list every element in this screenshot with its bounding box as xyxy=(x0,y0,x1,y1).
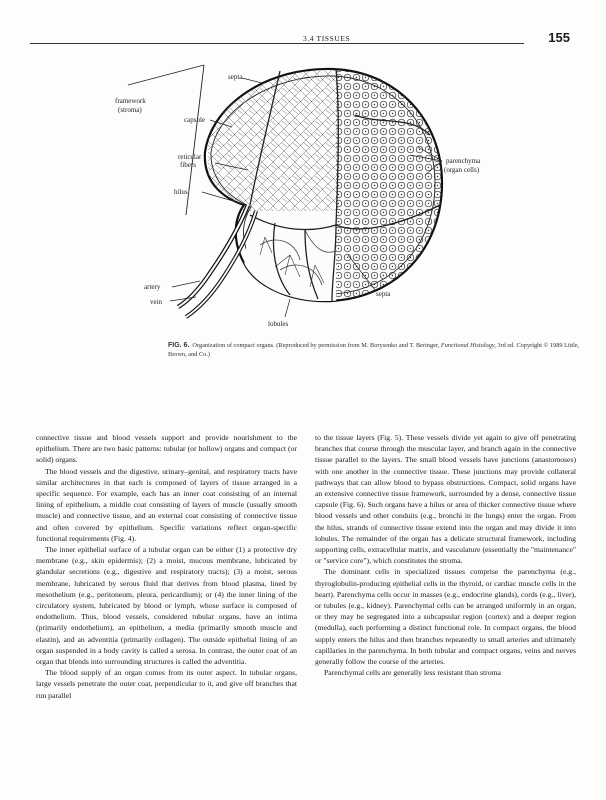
label-septa-top: septa xyxy=(228,73,243,81)
label-framework: framework xyxy=(115,97,146,105)
label-stroma: (stroma) xyxy=(118,106,142,114)
label-lobules: lobules xyxy=(268,320,289,328)
right-column xyxy=(315,432,576,678)
caption-text-before: Organization of compact organs. (Reproduced by permission from M. Borysenko and T. Beringer, xyxy=(192,342,441,349)
running-title: 3.4 TISSUES xyxy=(300,34,353,43)
figure-compact-organ xyxy=(100,55,520,340)
label-parenchyma: parenchyma xyxy=(446,157,481,165)
label-reticular: reticular xyxy=(178,153,202,161)
caption-book-title: Functional Histology, xyxy=(440,342,496,349)
label-artery: artery xyxy=(144,283,161,291)
organ-illustration xyxy=(100,55,520,340)
caption-text-after: 3rd ed. Copyright © 1989 Little, Brown, and Co.) xyxy=(168,342,580,358)
page-header xyxy=(30,30,576,48)
label-capsule: capsule xyxy=(184,116,205,124)
paragraph: The blood supply of an organ comes from its outer aspect. In tubular organs, large vessels penetrate the outer coat, perpendicular to it, and give off branches that run parallel xyxy=(36,668,297,700)
page-number: 155 xyxy=(548,30,570,45)
label-vein: vein xyxy=(150,298,163,306)
label-septa-bottom: septa xyxy=(376,290,391,298)
paragraph: Parenchymal cells are generally less resistant than stroma xyxy=(324,668,501,678)
label-fibers: fibers xyxy=(180,161,196,169)
paragraph: The inner epithelial surface of a tubular organ can be either (1) a protective dry membrane (e.g., skin epidermis); (2) a moist, mucous membrane, lubricated by glandular secretions (e.g., digestive and respiratory tracts); (3) a moist, serous membrane, lubricated by serous fluid that derives from blood plasma, lined by mesothelium (e.g., peritoneum, pleura, pericardium); or (4) the inner lining of the circulatory system, lubricated by blood or lymph, whose surface is composed of endothelium. Thus, blood vessels, considered tubular organs, have an intima (primarily endothelium), an epithelium, a media (primarily smooth muscle and elastin), and an adventitia (primarily collagen). The outside epithelial lining of an organ suspended in a body cavity is called a serosa. In contrast, the outer coat of an organ that blends into surrounding structures is called the adventitia. xyxy=(36,545,297,667)
left-column xyxy=(36,432,297,701)
header-rule xyxy=(30,43,524,44)
paragraph: to the tissue layers (Fig. 5). These vessels divide yet again to give off penetrating branches that course through the muscular layer, and branch again in the connective tissue parallel to the layers. The small blood vessels have junctions (anastomoses) with one another in the connective tissue. These junctions may provide collateral pathways that can allow blood to bypass obstructions. Compact, solid organs have an extensive connective tissue framework, surrounded by a dense, connective tissue capsule (Fig. 6). Such organs have a hilus or area of thicker connective tissue where blood vessels and other conduits (e.g., bronchi in the lungs) enter the organ. From the hilus, strands of connective tissue extend into the organ and may divide it into lobules. The remainder of the organ has a delicate structural framework, including supporting cells, extracellular matrix, and vasculature (essentially the "maintenance" or "service core"), which constitutes the stroma. xyxy=(315,433,576,566)
paragraph: The blood vessels and the digestive, urinary–genital, and respiratory tracts have similar architectures in that each is composed of layers of tissue arranged in a specific sequence. For example, each has an inner coat consisting of an internal lining of epithelium, a middle coat consisting of layers of muscle (usually smooth muscle) and connective tissue, and an external coat consisting of connective tissue and often covered by epithelium. Specific variations reflect organ-specific functional requirements (Fig. 4). xyxy=(36,466,297,543)
label-hilus: hilus xyxy=(174,188,188,196)
label-organ-cells: (organ cells) xyxy=(444,166,480,174)
paragraph: The dominant cells in specialized tissues comprise the parenchyma (e.g., thyroglobulin-producing epithelial cells in the thyroid, or cardiac muscle cells in the heart). Parenchyma cells occur in masses (e.g., endocrine glands), cords (e.g., liver), or tubules (e.g., kidney). Parenchymal cells can be arranged uniformly in an organ, or they may be segregated into a subcapsular region (cortex) and a deeper region (medulla), each performing a distinct functional role. In compact organs, the blood supply enters the hilus and then branches repeatedly to small arteries and ultimately capillaries in the parenchyma. In both tubular and compact organs, veins and nerves generally follow the course of the arteries. xyxy=(315,567,576,667)
figure-caption xyxy=(168,341,580,359)
caption-label: FIG. 6. xyxy=(168,342,190,349)
paragraph: connective tissue and blood vessels support and provide nourishment to the epithelium. There are two basic patterns: tubular (or hollow) organs and compact (or solid) organs. xyxy=(36,433,297,465)
